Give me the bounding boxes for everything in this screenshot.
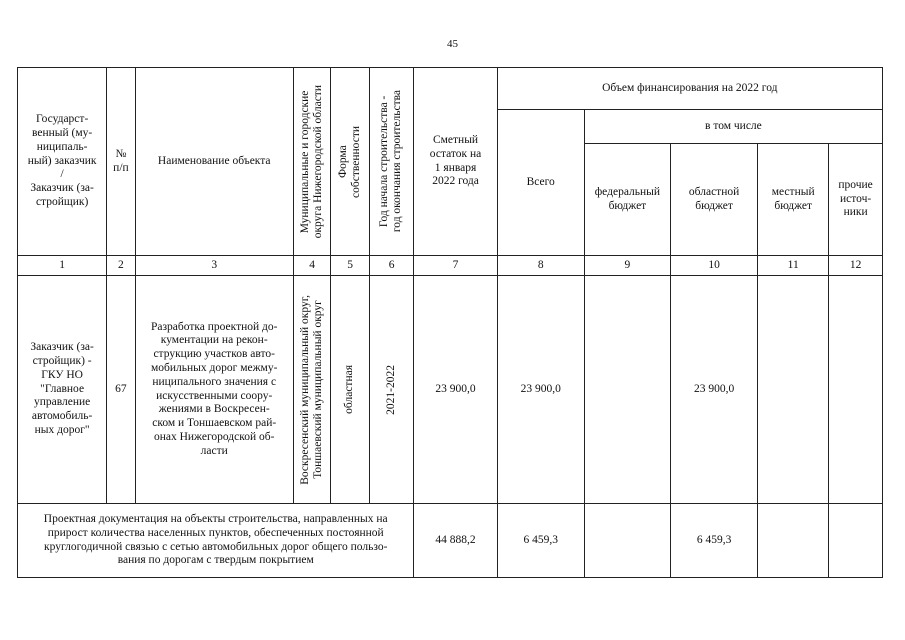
row-object-name: Разработка проектной до- кументации на рекон- струкцию участков авто- мобильных дорог межму- ниципального значения с искусственными соору- жениями в Воскресен- ском и Тоншаевском рай- онах Нижегородской об- ласти (135, 276, 293, 504)
header-municipality (293, 68, 331, 256)
page-number: 45 (447, 38, 458, 50)
column-number: 9 (584, 256, 670, 276)
summary-row (18, 504, 883, 578)
column-number: 6 (369, 256, 414, 276)
summary-federal (584, 504, 670, 578)
header-other: прочие источ- ники (829, 144, 883, 256)
summary-other (829, 504, 883, 578)
summary-label: Проектная документация на объекты строительства, направленных на прирост количества населенных пунктов, обеспеченных постоянной круглогодичной связью с сетью автомобильных дорог общего пользо- вания по дорогам с твердым покрытием (18, 504, 414, 578)
header-ownership (331, 68, 370, 256)
column-number: 10 (671, 256, 758, 276)
column-number: 7 (414, 256, 497, 276)
column-number: 11 (758, 256, 829, 276)
row-municipality (293, 276, 331, 504)
header-years-line-2: год окончания строительства (391, 90, 404, 233)
header-estimated-balance: Сметный остаток на 1 января 2022 года (414, 68, 497, 256)
row-years (369, 276, 414, 504)
summary-estimated-balance: 44 888,2 (414, 504, 497, 578)
header-financing-volume: Объем финансирования на 2022 год (497, 68, 882, 110)
header-years-line-1: Год начала строительства - (378, 95, 391, 228)
row-federal (584, 276, 670, 504)
header-including: в том числе (584, 110, 882, 144)
summary-regional: 6 459,3 (671, 504, 758, 578)
row-estimated-balance: 23 900,0 (414, 276, 497, 504)
row-ownership (331, 276, 370, 504)
header-federal: федеральный бюджет (584, 144, 670, 256)
header-years (369, 68, 414, 256)
column-number: 8 (497, 256, 584, 276)
column-number: 3 (135, 256, 293, 276)
header-object-name: Наименование объекта (135, 68, 293, 256)
row-municipality-line-1: Воскресенский муниципальный округ, (298, 294, 311, 485)
row-years-text: 2021-2022 (385, 364, 398, 415)
header-municipality-line-2: округа Нижегородской области (312, 84, 325, 239)
row-number: 67 (107, 276, 135, 504)
row-ownership-text: областная (343, 365, 356, 414)
column-number: 12 (829, 256, 883, 276)
row-local (758, 276, 829, 504)
row-regional: 23 900,0 (671, 276, 758, 504)
summary-local (758, 504, 829, 578)
summary-total: 6 459,3 (497, 504, 584, 578)
header-municipality-line-1: Муниципальные и городские (298, 90, 311, 233)
row-other (829, 276, 883, 504)
header-regional: областной бюджет (671, 144, 758, 256)
financing-table (17, 67, 883, 578)
header-ownership-line-1: Форма (336, 145, 349, 178)
row-customer: Заказчик (за- стройщик) - ГКУ НО "Главное управление автомобиль- ных дорог" (18, 276, 107, 504)
header-total: Всего (497, 110, 584, 256)
table-row (18, 276, 883, 504)
column-number: 2 (107, 256, 135, 276)
header-customer: Государст- венный (му- ниципаль- ный) заказчик / Заказчик (за- стройщик) (18, 68, 107, 256)
row-total: 23 900,0 (497, 276, 584, 504)
column-number: 5 (331, 256, 370, 276)
column-number: 4 (293, 256, 331, 276)
row-municipality-line-2: Тоншаевский муниципальный округ (312, 300, 325, 479)
column-numbers-row (18, 256, 883, 276)
column-number: 1 (18, 256, 107, 276)
header-number: № п/п (107, 68, 135, 256)
header-ownership-line-2: собственности (350, 125, 363, 198)
header-local: местный бюджет (758, 144, 829, 256)
